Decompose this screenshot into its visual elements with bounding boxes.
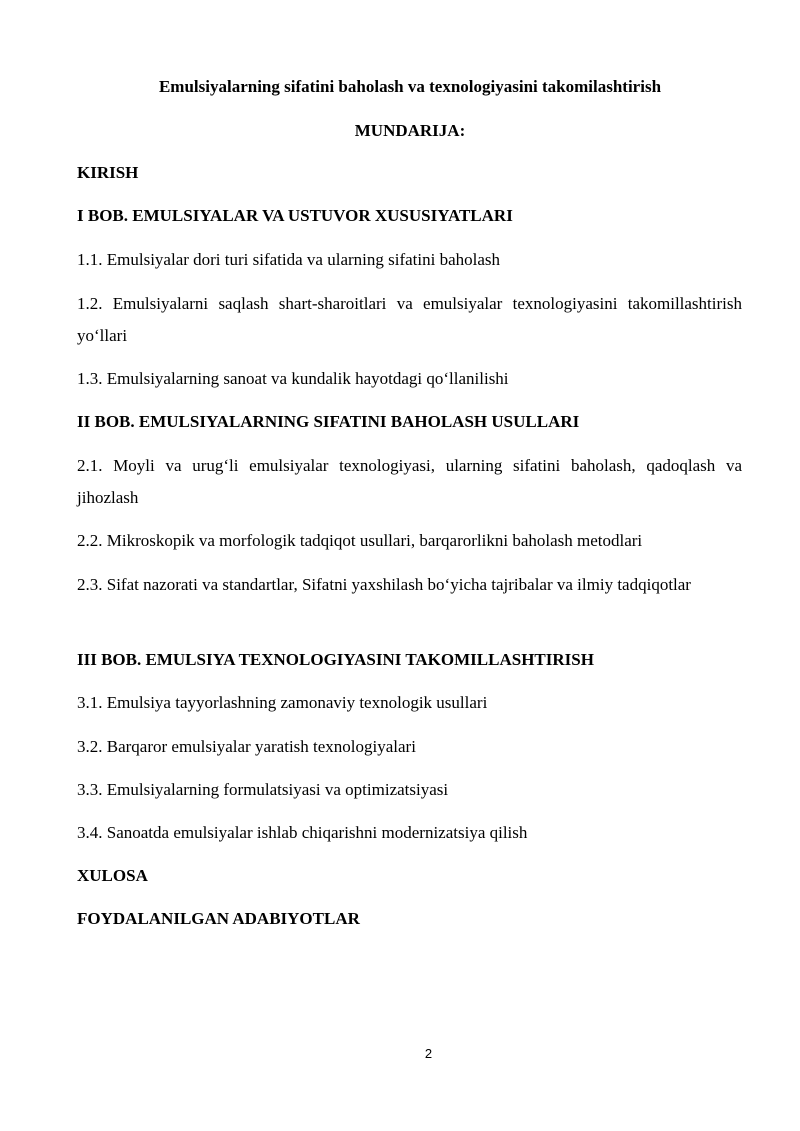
toc-entry-conclusion: XULOSA — [77, 866, 148, 885]
toc-section-2-3: 2.3. Sifat nazorati va standartlar, Sifatni yaxshilash bo‘yicha tajribalar va ilmiy tadqiqotlar — [77, 575, 691, 594]
toc-section-3-4: 3.4. Sanoatda emulsiyalar ishlab chiqarishni modernizatsiya qilish — [77, 823, 528, 842]
toc-heading: MUNDARIJA: — [354, 121, 466, 140]
toc-section-2-2: 2.2. Mikroskopik va morfologik tadqiqot usullari, barqarorlikni baholash metodlari — [77, 531, 643, 550]
toc-section-3-1: 3.1. Emulsiya tayyorlashning zamonaviy texnologik usullari — [77, 693, 488, 712]
toc-chapter-2-title: II BOB. EMULSIYALARNING SIFATINI BAHOLASH USULLARI — [77, 412, 580, 431]
toc-section-1-3: 1.3. Emulsiyalarning sanoat va kundalik hayotdagi qo‘llanilishi — [77, 369, 509, 388]
page-number: 2 — [424, 1046, 433, 1061]
toc-chapter-1-title: I BOB. EMULSIYALAR VA USTUVOR XUSUSIYATLARI — [77, 206, 513, 225]
toc-section-1-2: 1.2. Emulsiyalarni saqlash shart-sharoitlari va emulsiyalar texnologiyasini takomillashtirish yo‘llari — [77, 294, 742, 345]
toc-chapter-3-title: III BOB. EMULSIYA TEXNOLOGIYASINI TAKOMILLASHTIRISH — [77, 650, 594, 669]
toc-section-3-3: 3.3. Emulsiyalarning formulatsiyasi va optimizatsiyasi — [77, 780, 449, 799]
toc-entry-intro: KIRISH — [77, 163, 139, 182]
document-title: Emulsiyalarning sifatini baholash va texnologiyasini takomilashtirish — [158, 77, 662, 96]
toc-section-2-1: 2.1. Moyli va urug‘li emulsiyalar texnologiyasi, ularning sifatini baholash, qadoqlash va jihozlash — [77, 456, 742, 507]
toc-entry-references: FOYDALANILGAN ADABIYOTLAR — [77, 909, 360, 928]
toc-section-1-1: 1.1. Emulsiyalar dori turi sifatida va ularning sifatini baholash — [77, 250, 501, 269]
toc-section-3-2: 3.2. Barqaror emulsiyalar yaratish texnologiyalari — [77, 737, 416, 756]
